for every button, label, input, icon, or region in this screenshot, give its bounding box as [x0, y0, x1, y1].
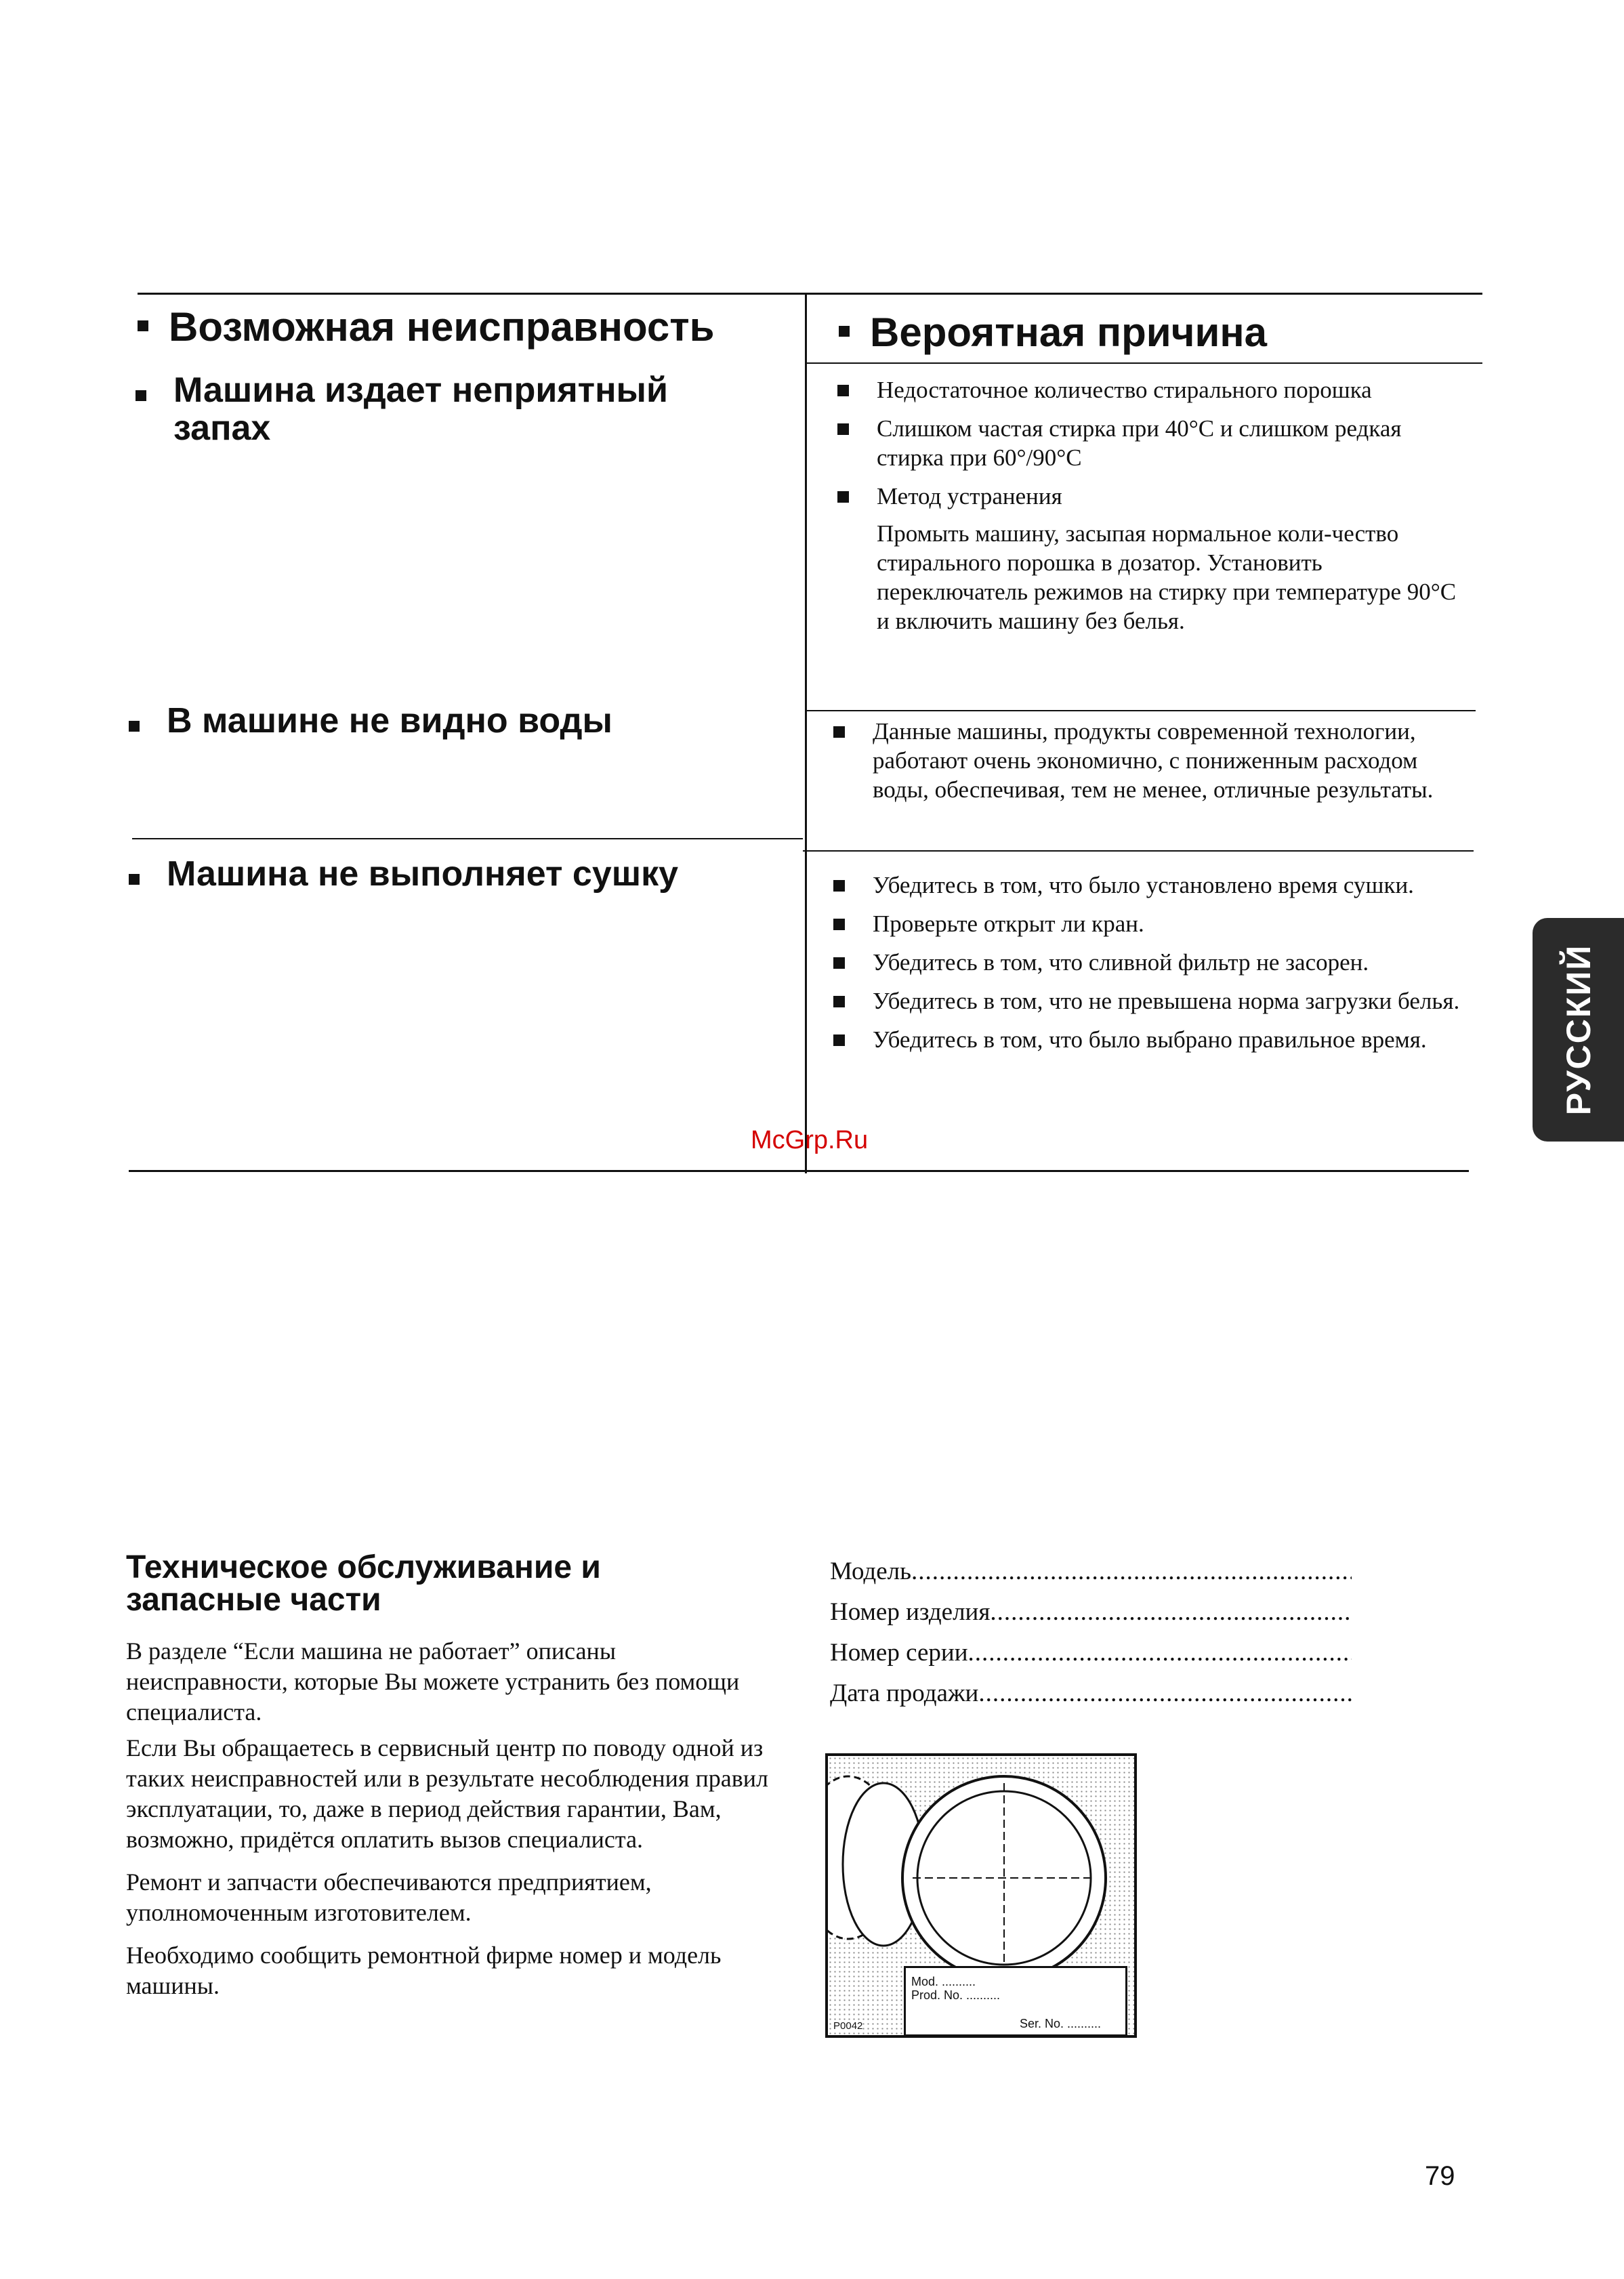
- bullet-square: [839, 326, 850, 337]
- field-sale-date: Дата продажи .....: [830, 1673, 1352, 1714]
- bullet-square: [833, 996, 845, 1007]
- language-tab-label: РУССКИЙ: [1559, 944, 1598, 1116]
- cause-item: Убедитесь в том, что было установлено время сушки.: [831, 871, 1461, 900]
- row2-divider-left: [132, 838, 803, 839]
- header-problem: [138, 304, 715, 350]
- field-serial-number: Номер серии .....: [830, 1633, 1352, 1673]
- bullet-square: [833, 957, 845, 969]
- causes-1: [835, 375, 1465, 645]
- problem-1-label: Машина издает неприятный запах: [173, 371, 668, 448]
- page-number: 79: [1425, 2161, 1455, 2191]
- table-top-rule: [138, 293, 1482, 295]
- cause-item: Проверьте открыт ли кран.: [831, 909, 1461, 938]
- bullet-square: [833, 726, 845, 738]
- service-title: Техническое обслуживание и запасные части: [126, 1549, 601, 1618]
- table-bottom-rule: [129, 1170, 1469, 1172]
- header-problem-label: Возможная неисправность: [169, 304, 715, 350]
- service-paragraph: Ремонт и запчасти обеспечиваются предприятием, уполномоченным изготовителем.: [126, 1868, 652, 1926]
- dotted-leader: [911, 1551, 1352, 1592]
- header-divider-left: [806, 362, 1482, 364]
- column-divider: [805, 293, 807, 1173]
- plate-product-number: Prod. No. ..........: [911, 1988, 1001, 2002]
- problem-2: [129, 702, 738, 740]
- problem-3-label: Машина не выполняет сушку: [167, 854, 679, 894]
- bullet-square: [129, 874, 140, 885]
- rating-plate-illustration: [825, 1753, 1137, 2038]
- bullet-square: [129, 721, 140, 732]
- dotted-leader: [968, 1633, 1352, 1673]
- bullet-square: [837, 385, 849, 396]
- product-info-fields: [830, 1551, 1352, 1714]
- cause-item: Слишком частая стирка при 40°С и слишком редкая стирка при 60°/90°С: [835, 414, 1465, 472]
- bullet-square: [837, 423, 849, 435]
- watermark: McGrp.Ru: [751, 1126, 869, 1154]
- plate-model: Mod. ..........: [911, 1975, 976, 1988]
- cause-item: Убедитесь в том, что было выбрано правильное время.: [831, 1025, 1461, 1054]
- field-model: Модель .....: [830, 1551, 1352, 1592]
- language-tab: [1533, 918, 1624, 1142]
- cause-item: Убедитесь в том, что не превышена норма загрузки белья.: [831, 986, 1461, 1016]
- bullet-square: [837, 491, 849, 503]
- cause-item: Убедитесь в том, что сливной фильтр не засорен.: [831, 948, 1461, 977]
- bullet-square: [833, 1034, 845, 1046]
- figure-code: P0042: [833, 2020, 863, 2032]
- problem-3: [129, 855, 738, 893]
- row2-divider-right: [803, 850, 1474, 852]
- dotted-leader: [978, 1673, 1352, 1714]
- cause-item: Метод устранения: [835, 482, 1465, 511]
- service-paragraph: В разделе “Если машина не работает” описаны неисправности, которые Вы можете устранить без помощи специалиста.: [126, 1637, 740, 1726]
- problem-2-label: В машине не видно воды: [167, 701, 612, 740]
- cause-item: Данные машины, продукты современной технологии, работают очень экономично, с пониженным расходом воды, обеспечивая, тем не менее, отличные результаты.: [831, 717, 1461, 804]
- rating-plate: [904, 1966, 1127, 2036]
- service-paragraph: Необходимо сообщить ремонтной фирме номер и модель машины.: [126, 1942, 722, 1999]
- dotted-leader: [990, 1592, 1352, 1633]
- row1-divider: [805, 710, 1476, 711]
- plate-serial-number: Ser. No. ..........: [1020, 2017, 1102, 2030]
- bullet-square: [136, 390, 146, 401]
- bullet-square: [138, 320, 148, 331]
- service-paragraph: Если Вы обращаетесь в сервисный центр по поводу одной из таких неисправностей или в результате несоблюдения правил эксплуатации, то, даже в период действия гарантии, Вам, возможно, придётся оплатить вызов специалиста.: [126, 1734, 768, 1853]
- bullet-square: [833, 880, 845, 892]
- problem-1: [136, 371, 745, 447]
- causes-3: [831, 871, 1461, 1064]
- bullet-square: [833, 919, 845, 930]
- cause-item: Недостаточное количество стирального порошка: [835, 375, 1465, 404]
- header-cause-label: Вероятная причина: [870, 310, 1267, 355]
- field-product-number: Номер изделия .....: [830, 1592, 1352, 1633]
- causes-2: [831, 717, 1461, 814]
- service-body: [126, 1636, 776, 2007]
- remedy-text: Промыть машину, засыпая нормальное коли-чество стирального порошка в дозатор. Установить переключатель режимов на стирку при температуре 90°С и включить машину без белья.: [877, 520, 1457, 634]
- header-cause: [839, 309, 1267, 356]
